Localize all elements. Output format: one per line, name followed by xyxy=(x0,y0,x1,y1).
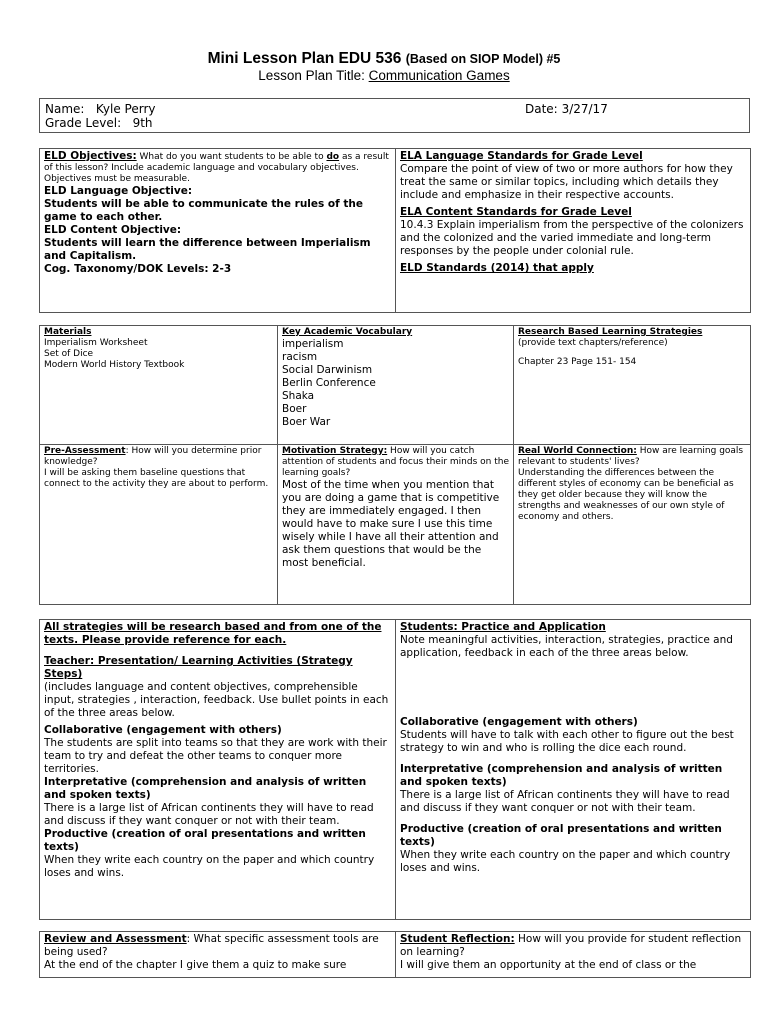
materials-item: Modern World History Textbook xyxy=(44,360,185,370)
real-world-cell xyxy=(514,445,751,605)
review-cell xyxy=(40,932,396,978)
page-subtitle xyxy=(0,68,768,83)
motivation-prompt: How will you catch attention of students and focus their minds on the learning goals? xyxy=(282,446,509,478)
name-row xyxy=(45,102,744,116)
ela-standards-cell xyxy=(396,149,751,313)
review-text: At the end of the chapter I give them a quiz to make sure xyxy=(44,959,347,971)
ela-language-text: Compare the point of view of two or more authors for how they treat the same or similar topics, including which details they include and emphasize in their respective accounts. xyxy=(400,163,733,201)
teacher-prod-text: When they write each country on the paper and which country loses and wins. xyxy=(44,854,375,879)
vocabulary-item: Boer xyxy=(282,403,307,415)
materials-item: Imperialism Worksheet xyxy=(44,338,148,348)
students-heading: Students: Practice and Application xyxy=(400,621,606,633)
teacher-heading: Teacher: Presentation/ Learning Activities (Strategy Steps) xyxy=(44,655,353,680)
students-note: Note meaningful activities, interaction, strategies, practice and application, feedback in each of the three areas below. xyxy=(400,634,733,659)
grade-row: Grade Level: 9th xyxy=(45,116,153,130)
students-cell xyxy=(396,620,751,920)
vocabulary-item: Shaka xyxy=(282,390,315,402)
pre-assessment-heading: Pre-Assessment xyxy=(44,446,126,456)
review-prompt: : What specific assessment tools are being used? xyxy=(44,933,379,958)
eld-objectives-heading: ELD Objectives: xyxy=(44,150,137,162)
research-text: Chapter 23 Page 151- 154 xyxy=(518,357,637,367)
motivation-cell xyxy=(278,445,514,605)
content-objective-text: Students will learn the difference between Imperialism and Capitalism. xyxy=(44,237,371,262)
pre-assessment-prompt: : How will you determine prior knowledge? xyxy=(44,446,262,467)
vocabulary-item: Berlin Conference xyxy=(282,377,376,389)
name-label: Name: xyxy=(45,102,85,116)
students-interp-heading: Interpretative (comprehension and analysis of written and spoken texts) xyxy=(400,763,723,788)
ela-language-heading: ELA Language Standards for Grade Level xyxy=(400,150,643,162)
ela-content-text: 10.4.3 Explain imperialism from the perspective of the colonizers and the colonized and the varied immediate and long-term responses by the people under colonial rule. xyxy=(400,219,744,257)
page-title xyxy=(0,50,768,68)
subtitle-label: Lesson Plan Title: xyxy=(258,68,365,83)
students-prod-heading: Productive (creation of oral presentations and written texts) xyxy=(400,823,722,848)
reflection-heading: Student Reflection: xyxy=(400,933,515,945)
teacher-note: (includes language and content objectives, comprehensible input, strategies , interaction, feedback. Use bullet points in each of the three areas below. xyxy=(44,681,389,719)
activities-table xyxy=(39,619,751,920)
teacher-collab-heading: Collaborative (engagement with others) xyxy=(44,724,282,736)
review-table xyxy=(39,931,751,978)
eld-standards-heading: ELD Standards (2014) that apply xyxy=(400,262,594,274)
vocabulary-item: imperialism xyxy=(282,338,344,350)
teacher-collab-text: The students are split into teams so that they are work with their team to try and defeat the other teams to conquer more territories. xyxy=(44,737,387,775)
pre-assessment-text: I will be asking them baseline questions that connect to the activity they are about to perform. xyxy=(44,468,269,489)
teacher-intro: All strategies will be research based and from one of the texts. Please provide reference for each. xyxy=(44,621,382,646)
teacher-prod-heading: Productive (creation of oral presentations and written texts) xyxy=(44,828,366,853)
motivation-text: Most of the time when you mention that you are doing a game that is competitive they are immediately engaged. I then would have to make sure I use this time wisely while I have all their attention and ask them questions that would be the most beneficial. xyxy=(282,479,500,569)
teacher-cell xyxy=(40,620,396,920)
research-prompt: (provide text chapters/reference) xyxy=(518,338,668,348)
research-heading: Research Based Learning Strategies xyxy=(518,327,703,337)
materials-heading: Materials xyxy=(44,327,92,337)
reflection-prompt: How will you provide for student reflection on learning? xyxy=(400,933,742,958)
subtitle-value: Communication Games xyxy=(368,68,510,83)
teacher-interp-text: There is a large list of African continents they will have to read and discuss if they want conquer or not with their team. xyxy=(44,802,374,827)
vocabulary-heading: Key Academic Vocabulary xyxy=(282,327,413,337)
motivation-heading: Motivation Strategy: xyxy=(282,446,388,456)
research-strategies-cell xyxy=(514,326,751,445)
grade-value: 9th xyxy=(132,116,153,130)
students-prod-text: When they write each country on the paper and which country loses and wins. xyxy=(400,849,731,874)
review-heading: Review and Assessment xyxy=(44,933,187,945)
pre-assessment-cell xyxy=(40,445,278,605)
real-world-text: Understanding the differences between the different styles of economy can be beneficial as they get older because they will know the strengths and weaknesses of our own style of economy and others. xyxy=(518,468,734,522)
students-interp-text: There is a large list of African continents they will have to read and discuss if they want conquer or not with their team. xyxy=(400,789,730,814)
reflection-cell xyxy=(396,932,751,978)
materials-cell xyxy=(40,326,278,445)
teacher-info-box xyxy=(39,98,750,133)
eld-objectives-prompt: What do you want students to be able to xyxy=(136,152,327,162)
title-main: Mini Lesson Plan EDU 536 xyxy=(207,50,402,67)
vocabulary-item: Social Darwinism xyxy=(282,364,373,376)
language-objective-text: Students will be able to communicate the rules of the game to each other. xyxy=(44,198,363,223)
objectives-table xyxy=(39,148,751,313)
date-row xyxy=(525,102,608,116)
content-objective-heading: ELD Content Objective: xyxy=(44,224,182,236)
cog-taxonomy: Cog. Taxonomy/DOK Levels: 2-3 xyxy=(44,263,232,275)
ela-content-heading: ELA Content Standards for Grade Level xyxy=(400,206,632,218)
real-world-prompt: How are learning goals relevant to students' lives? xyxy=(518,446,744,467)
vocabulary-item: Boer War xyxy=(282,416,331,428)
grade-label: Grade Level xyxy=(45,116,118,130)
date-label: Date: xyxy=(525,102,558,116)
eld-objectives-cell xyxy=(40,149,396,313)
name-value: Kyle Perry xyxy=(95,102,156,116)
eld-objectives-do: do xyxy=(326,152,340,162)
vocabulary-cell xyxy=(278,326,514,445)
reflection-text: I will give them an opportunity at the end of class or the xyxy=(400,959,697,971)
materials-table xyxy=(39,325,751,605)
teacher-interp-heading: Interpretative (comprehension and analysis of written and spoken texts) xyxy=(44,776,367,801)
title-note: (Based on SIOP Model) #5 xyxy=(405,52,561,66)
students-collab-heading: Collaborative (engagement with others) xyxy=(400,716,638,728)
materials-item: Set of Dice xyxy=(44,349,94,359)
date-value: 3/27/17 xyxy=(561,102,608,116)
real-world-heading: Real World Connection: xyxy=(518,446,637,456)
language-objective-heading: ELD Language Objective: xyxy=(44,185,193,197)
students-collab-text: Students will have to talk with each other to figure out the best strategy to win and who is rolling the dice each round. xyxy=(400,729,734,754)
vocabulary-item: racism xyxy=(282,351,318,363)
eld-objectives-prompt-end: as a result of this lesson? Include academic language and vocabulary objectives. Objectives must be measurable. xyxy=(44,152,389,184)
